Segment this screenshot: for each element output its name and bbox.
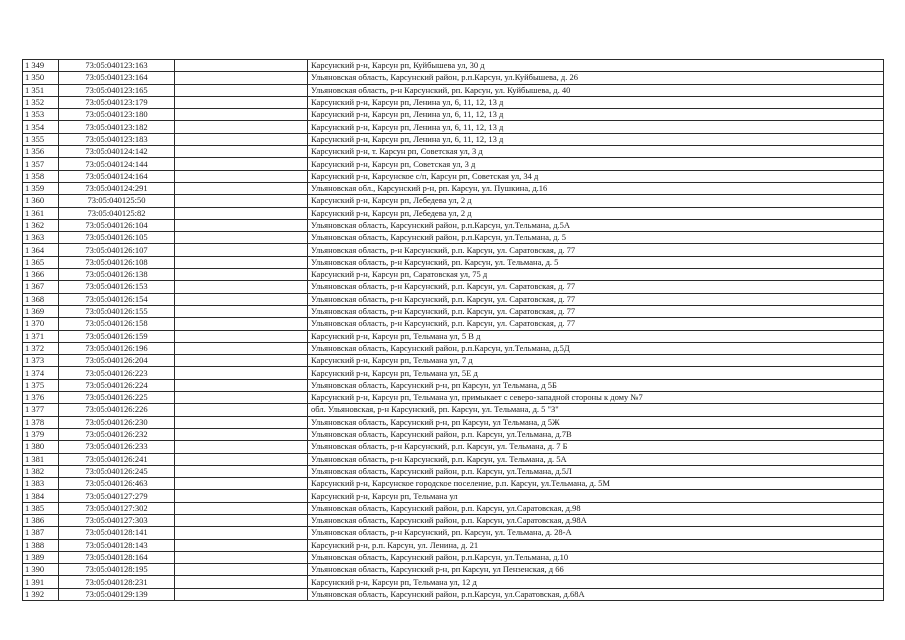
cadastral-number-cell: 73:05:040126:196 (59, 342, 175, 354)
empty-cell (175, 269, 308, 281)
cadastral-number-cell: 73:05:040126:204 (59, 355, 175, 367)
row-number-cell: 1 379 (23, 428, 59, 440)
row-number-cell: 1 366 (23, 269, 59, 281)
empty-cell (175, 305, 308, 317)
table-row (23, 195, 884, 207)
row-number-cell: 1 361 (23, 207, 59, 219)
table-row (23, 404, 884, 416)
address-cell: Ульяновская область, Карсунский район, р.п.Карсун, ул.Куйбышева, д. 26 (308, 72, 884, 84)
cadastral-number-cell: 73:05:040127:302 (59, 502, 175, 514)
row-number-cell: 1 386 (23, 514, 59, 526)
table-row (23, 318, 884, 330)
empty-cell (175, 478, 308, 490)
address-cell: Ульяновская область, Карсунский район, р.п. Карсун, ул.Саратовская, д.98 (308, 502, 884, 514)
table-row (23, 146, 884, 158)
empty-cell (175, 281, 308, 293)
cadastral-number-cell: 73:05:040126:153 (59, 281, 175, 293)
row-number-cell: 1 387 (23, 527, 59, 539)
row-number-cell: 1 384 (23, 490, 59, 502)
cadastral-number-cell: 73:05:040128:143 (59, 539, 175, 551)
empty-cell (175, 564, 308, 576)
row-number-cell: 1 355 (23, 133, 59, 145)
empty-cell (175, 342, 308, 354)
row-number-cell: 1 374 (23, 367, 59, 379)
address-cell: Ульяновская область, Карсунский район, р.п. Карсун, ул.Тельмана, д.5Л (308, 465, 884, 477)
row-number-cell: 1 391 (23, 576, 59, 588)
cadastral-number-cell: 73:05:040127:279 (59, 490, 175, 502)
table-row (23, 232, 884, 244)
address-cell: Ульяновская область, р-н Карсунский, р.п. Карсун, ул. Тельмана, д. 7 Б (308, 441, 884, 453)
table-row (23, 244, 884, 256)
row-number-cell: 1 376 (23, 392, 59, 404)
cadastral-number-cell: 73:05:040126:108 (59, 256, 175, 268)
table-row (23, 133, 884, 145)
address-cell: Карсунский р-н, Карсун рп, Тельмана ул, 5Е д (308, 367, 884, 379)
empty-cell (175, 367, 308, 379)
cadastral-number-cell: 73:05:040126:245 (59, 465, 175, 477)
cadastral-number-cell: 73:05:040124:144 (59, 158, 175, 170)
cadastral-number-cell: 73:05:040128:141 (59, 527, 175, 539)
cadastral-number-cell: 73:05:040126:155 (59, 305, 175, 317)
empty-cell (175, 576, 308, 588)
address-cell: Карсунский р-н, Карсун рп, Ленина ул, 6, 11, 12, 13 д (308, 109, 884, 121)
row-number-cell: 1 359 (23, 182, 59, 194)
table-row (23, 219, 884, 231)
table-row (23, 109, 884, 121)
empty-cell (175, 146, 308, 158)
table-row (23, 96, 884, 108)
address-cell: Ульяновская область, р-н Карсунский, р.п. Карсун, ул. Саратовская, д. 77 (308, 318, 884, 330)
row-number-cell: 1 358 (23, 170, 59, 182)
cadastral-number-cell: 73:05:040126:224 (59, 379, 175, 391)
empty-cell (175, 330, 308, 342)
table-row (23, 355, 884, 367)
table-row (23, 416, 884, 428)
cadastral-number-cell: 73:05:040124:164 (59, 170, 175, 182)
address-cell: Карсунский р-н, Карсун рп, Тельмана ул, 7 д (308, 355, 884, 367)
address-cell: Карсунский р-н, т. Карсун рп, Советская ул, 3 д (308, 146, 884, 158)
address-cell: Ульяновская область, Карсунский р-н, рп Карсун, ул Тельмана, д 5Ж (308, 416, 884, 428)
empty-cell (175, 514, 308, 526)
row-number-cell: 1 380 (23, 441, 59, 453)
address-cell: Карсунский р-н, Карсунское с/п, Карсун рп, Советская ул, 34 д (308, 170, 884, 182)
cadastral-number-cell: 73:05:040126:104 (59, 219, 175, 231)
table-row (23, 539, 884, 551)
table-row (23, 441, 884, 453)
row-number-cell: 1 367 (23, 281, 59, 293)
empty-cell (175, 588, 308, 600)
table-row (23, 551, 884, 563)
table-row (23, 342, 884, 354)
cadastral-number-cell: 73:05:040124:142 (59, 146, 175, 158)
address-cell: обл. Ульяновская, р-н Карсунский, рп. Карсун, ул. Тельмана, д. 5 "З" (308, 404, 884, 416)
table-row (23, 564, 884, 576)
address-cell: Карсунский р-н, Карсун рп, Тельмана ул, 12 д (308, 576, 884, 588)
empty-cell (175, 109, 308, 121)
row-number-cell: 1 363 (23, 232, 59, 244)
empty-cell (175, 60, 308, 72)
cadastral-number-cell: 73:05:040126:154 (59, 293, 175, 305)
address-cell: Ульяновская область, р-н Карсунский, рп. Карсун, ул. Куйбышева, д. 40 (308, 84, 884, 96)
cadastral-number-cell: 73:05:040128:195 (59, 564, 175, 576)
cadastral-number-cell: 73:05:040126:232 (59, 428, 175, 440)
cadastral-number-cell: 73:05:040126:138 (59, 269, 175, 281)
address-cell: Ульяновская область, Карсунский р-н, рп Карсун, ул Тельмана, д 5Б (308, 379, 884, 391)
empty-cell (175, 256, 308, 268)
empty-cell (175, 502, 308, 514)
table-row (23, 465, 884, 477)
empty-cell (175, 551, 308, 563)
row-number-cell: 1 370 (23, 318, 59, 330)
table-row (23, 428, 884, 440)
cadastral-number-cell: 73:05:040125:50 (59, 195, 175, 207)
address-cell: Карсунский р-н, Карсун рп, Ленина ул, 6, 11, 12, 13 д (308, 96, 884, 108)
cadastral-number-cell: 73:05:040126:225 (59, 392, 175, 404)
row-number-cell: 1 375 (23, 379, 59, 391)
row-number-cell: 1 368 (23, 293, 59, 305)
address-cell: Карсунский р-н, Карсун рп, Ленина ул, 6, 11, 12, 13 д (308, 133, 884, 145)
table-row (23, 121, 884, 133)
empty-cell (175, 72, 308, 84)
cadastral-number-cell: 73:05:040123:179 (59, 96, 175, 108)
empty-cell (175, 539, 308, 551)
empty-cell (175, 441, 308, 453)
table-row (23, 490, 884, 502)
cadastral-number-cell: 73:05:040127:303 (59, 514, 175, 526)
empty-cell (175, 416, 308, 428)
row-number-cell: 1 372 (23, 342, 59, 354)
cadastral-number-cell: 73:05:040123:182 (59, 121, 175, 133)
empty-cell (175, 133, 308, 145)
row-number-cell: 1 388 (23, 539, 59, 551)
address-cell: Ульяновская область, р-н Карсунский, рп. Карсун, ул. Тельмана, д. 5 (308, 256, 884, 268)
cadastral-number-cell: 73:05:040123:183 (59, 133, 175, 145)
address-cell: Карсунский р-н, Карсун рп, Тельмана ул, примыкает с северо-западной стороны к дому №7 (308, 392, 884, 404)
cadastral-number-cell: 73:05:040126:230 (59, 416, 175, 428)
cadastral-number-cell: 73:05:040126:463 (59, 478, 175, 490)
table-row (23, 60, 884, 72)
row-number-cell: 1 356 (23, 146, 59, 158)
row-number-cell: 1 357 (23, 158, 59, 170)
table-row (23, 182, 884, 194)
cadastral-number-cell: 73:05:040126:105 (59, 232, 175, 244)
empty-cell (175, 195, 308, 207)
address-cell: Карсунский р-н, Карсун рп, Тельмана ул (308, 490, 884, 502)
table-row (23, 367, 884, 379)
cadastral-number-cell: 73:05:040126:241 (59, 453, 175, 465)
row-number-cell: 1 378 (23, 416, 59, 428)
empty-cell (175, 293, 308, 305)
cadastral-number-cell: 73:05:040128:164 (59, 551, 175, 563)
empty-cell (175, 428, 308, 440)
address-cell: Карсунский р-н, Карсун рп, Ленина ул, 6, 11, 12, 13 д (308, 121, 884, 133)
document-page (22, 59, 884, 601)
table-row (23, 588, 884, 600)
empty-cell (175, 84, 308, 96)
empty-cell (175, 404, 308, 416)
address-cell: Ульяновская область, Карсунский р-н, рп Карсун, ул Пензенская, д 66 (308, 564, 884, 576)
empty-cell (175, 158, 308, 170)
address-cell: Ульяновская область, р-н Карсунский, р.п. Карсун, ул. Саратовская, д. 77 (308, 305, 884, 317)
row-number-cell: 1 349 (23, 60, 59, 72)
parcel-table (22, 59, 884, 601)
address-cell: Карсунский р-н, Карсун рп, Саратовская ул, 75 д (308, 269, 884, 281)
cadastral-number-cell: 73:05:040126:158 (59, 318, 175, 330)
empty-cell (175, 96, 308, 108)
table-row (23, 281, 884, 293)
empty-cell (175, 355, 308, 367)
empty-cell (175, 207, 308, 219)
table-row (23, 576, 884, 588)
empty-cell (175, 182, 308, 194)
row-number-cell: 1 362 (23, 219, 59, 231)
address-cell: Ульяновская область, Карсунский район, р.п. Карсун, ул.Тельмана, д.7В (308, 428, 884, 440)
address-cell: Ульяновская область, Карсунский район, р.п.Карсун, ул.Тельмана, д. 5 (308, 232, 884, 244)
row-number-cell: 1 352 (23, 96, 59, 108)
cadastral-number-cell: 73:05:040128:231 (59, 576, 175, 588)
address-cell: Ульяновская область, Карсунский район, р.п.Карсун, ул.Тельмана, д.10 (308, 551, 884, 563)
table-row (23, 207, 884, 219)
address-cell: Карсунский р-н, Карсун рп, Лебедева ул, 2 д (308, 207, 884, 219)
cadastral-number-cell: 73:05:040123:165 (59, 84, 175, 96)
table-row (23, 72, 884, 84)
parcel-table-body (23, 60, 884, 601)
address-cell: Ульяновская область, р-н Карсунский, р.п. Карсун, ул. Саратовская, д. 77 (308, 281, 884, 293)
address-cell: Ульяновская область, Карсунский район, р.п.Карсун, ул.Саратовская, д.68А (308, 588, 884, 600)
empty-cell (175, 490, 308, 502)
row-number-cell: 1 382 (23, 465, 59, 477)
table-row (23, 453, 884, 465)
address-cell: Ульяновская область, р-н Карсунский, р.п. Карсун, ул. Тельмана, д. 5А (308, 453, 884, 465)
row-number-cell: 1 351 (23, 84, 59, 96)
row-number-cell: 1 350 (23, 72, 59, 84)
table-row (23, 330, 884, 342)
address-cell: Ульяновская обл., Карсунский р-н, рп. Карсун, ул. Пушкина, д.16 (308, 182, 884, 194)
table-row (23, 305, 884, 317)
row-number-cell: 1 383 (23, 478, 59, 490)
address-cell: Ульяновская область, Карсунский район, р.п. Карсун, ул.Саратовская, д.98А (308, 514, 884, 526)
address-cell: Ульяновская область, р-н Карсунский, р.п. Карсун, ул. Саратовская, д. 77 (308, 244, 884, 256)
cadastral-number-cell: 73:05:040126:226 (59, 404, 175, 416)
empty-cell (175, 219, 308, 231)
cadastral-number-cell: 73:05:040124:291 (59, 182, 175, 194)
cadastral-number-cell: 73:05:040126:233 (59, 441, 175, 453)
empty-cell (175, 170, 308, 182)
table-row (23, 84, 884, 96)
empty-cell (175, 527, 308, 539)
cadastral-number-cell: 73:05:040126:107 (59, 244, 175, 256)
table-row (23, 392, 884, 404)
row-number-cell: 1 392 (23, 588, 59, 600)
cadastral-number-cell: 73:05:040129:139 (59, 588, 175, 600)
cadastral-number-cell: 73:05:040125:82 (59, 207, 175, 219)
table-row (23, 158, 884, 170)
table-row (23, 527, 884, 539)
row-number-cell: 1 389 (23, 551, 59, 563)
cadastral-number-cell: 73:05:040123:180 (59, 109, 175, 121)
row-number-cell: 1 390 (23, 564, 59, 576)
table-row (23, 478, 884, 490)
cadastral-number-cell: 73:05:040126:223 (59, 367, 175, 379)
row-number-cell: 1 354 (23, 121, 59, 133)
empty-cell (175, 244, 308, 256)
address-cell: Ульяновская область, р-н Карсунский, р.п. Карсун, ул. Саратовская, д. 77 (308, 293, 884, 305)
empty-cell (175, 121, 308, 133)
cadastral-number-cell: 73:05:040123:164 (59, 72, 175, 84)
table-row (23, 256, 884, 268)
row-number-cell: 1 364 (23, 244, 59, 256)
address-cell: Карсунский р-н, Карсун рп, Тельмана ул, 5 В д (308, 330, 884, 342)
row-number-cell: 1 365 (23, 256, 59, 268)
table-row (23, 293, 884, 305)
row-number-cell: 1 373 (23, 355, 59, 367)
address-cell: Карсунский р-н, р.п. Карсун, ул. Ленина, д. 21 (308, 539, 884, 551)
row-number-cell: 1 353 (23, 109, 59, 121)
empty-cell (175, 232, 308, 244)
row-number-cell: 1 371 (23, 330, 59, 342)
row-number-cell: 1 369 (23, 305, 59, 317)
row-number-cell: 1 377 (23, 404, 59, 416)
cadastral-number-cell: 73:05:040126:159 (59, 330, 175, 342)
row-number-cell: 1 360 (23, 195, 59, 207)
table-row (23, 379, 884, 391)
address-cell: Ульяновская область, р-н Карсунский, рп. Карсун, ул. Тельмана, д. 28-А (308, 527, 884, 539)
row-number-cell: 1 381 (23, 453, 59, 465)
table-row (23, 170, 884, 182)
address-cell: Карсунский р-н, Карсун рп, Советская ул, 3 д (308, 158, 884, 170)
empty-cell (175, 392, 308, 404)
table-row (23, 514, 884, 526)
address-cell: Карсунский р-н, Карсун рп, Куйбышева ул, 30 д (308, 60, 884, 72)
address-cell: Карсунский р-н, Карсунское городское поселение, р.п. Карсун, ул.Тельмана, д. 5М (308, 478, 884, 490)
cadastral-number-cell: 73:05:040123:163 (59, 60, 175, 72)
table-row (23, 502, 884, 514)
empty-cell (175, 453, 308, 465)
table-row (23, 269, 884, 281)
empty-cell (175, 379, 308, 391)
address-cell: Карсунский р-н, Карсун рп, Лебедева ул, 2 д (308, 195, 884, 207)
address-cell: Ульяновская область, Карсунский район, р.п.Карсун, ул.Тельмана, д.5Д (308, 342, 884, 354)
empty-cell (175, 318, 308, 330)
empty-cell (175, 465, 308, 477)
row-number-cell: 1 385 (23, 502, 59, 514)
address-cell: Ульяновская область, Карсунский район, р.п.Карсун, ул.Тельмана, д.5А (308, 219, 884, 231)
